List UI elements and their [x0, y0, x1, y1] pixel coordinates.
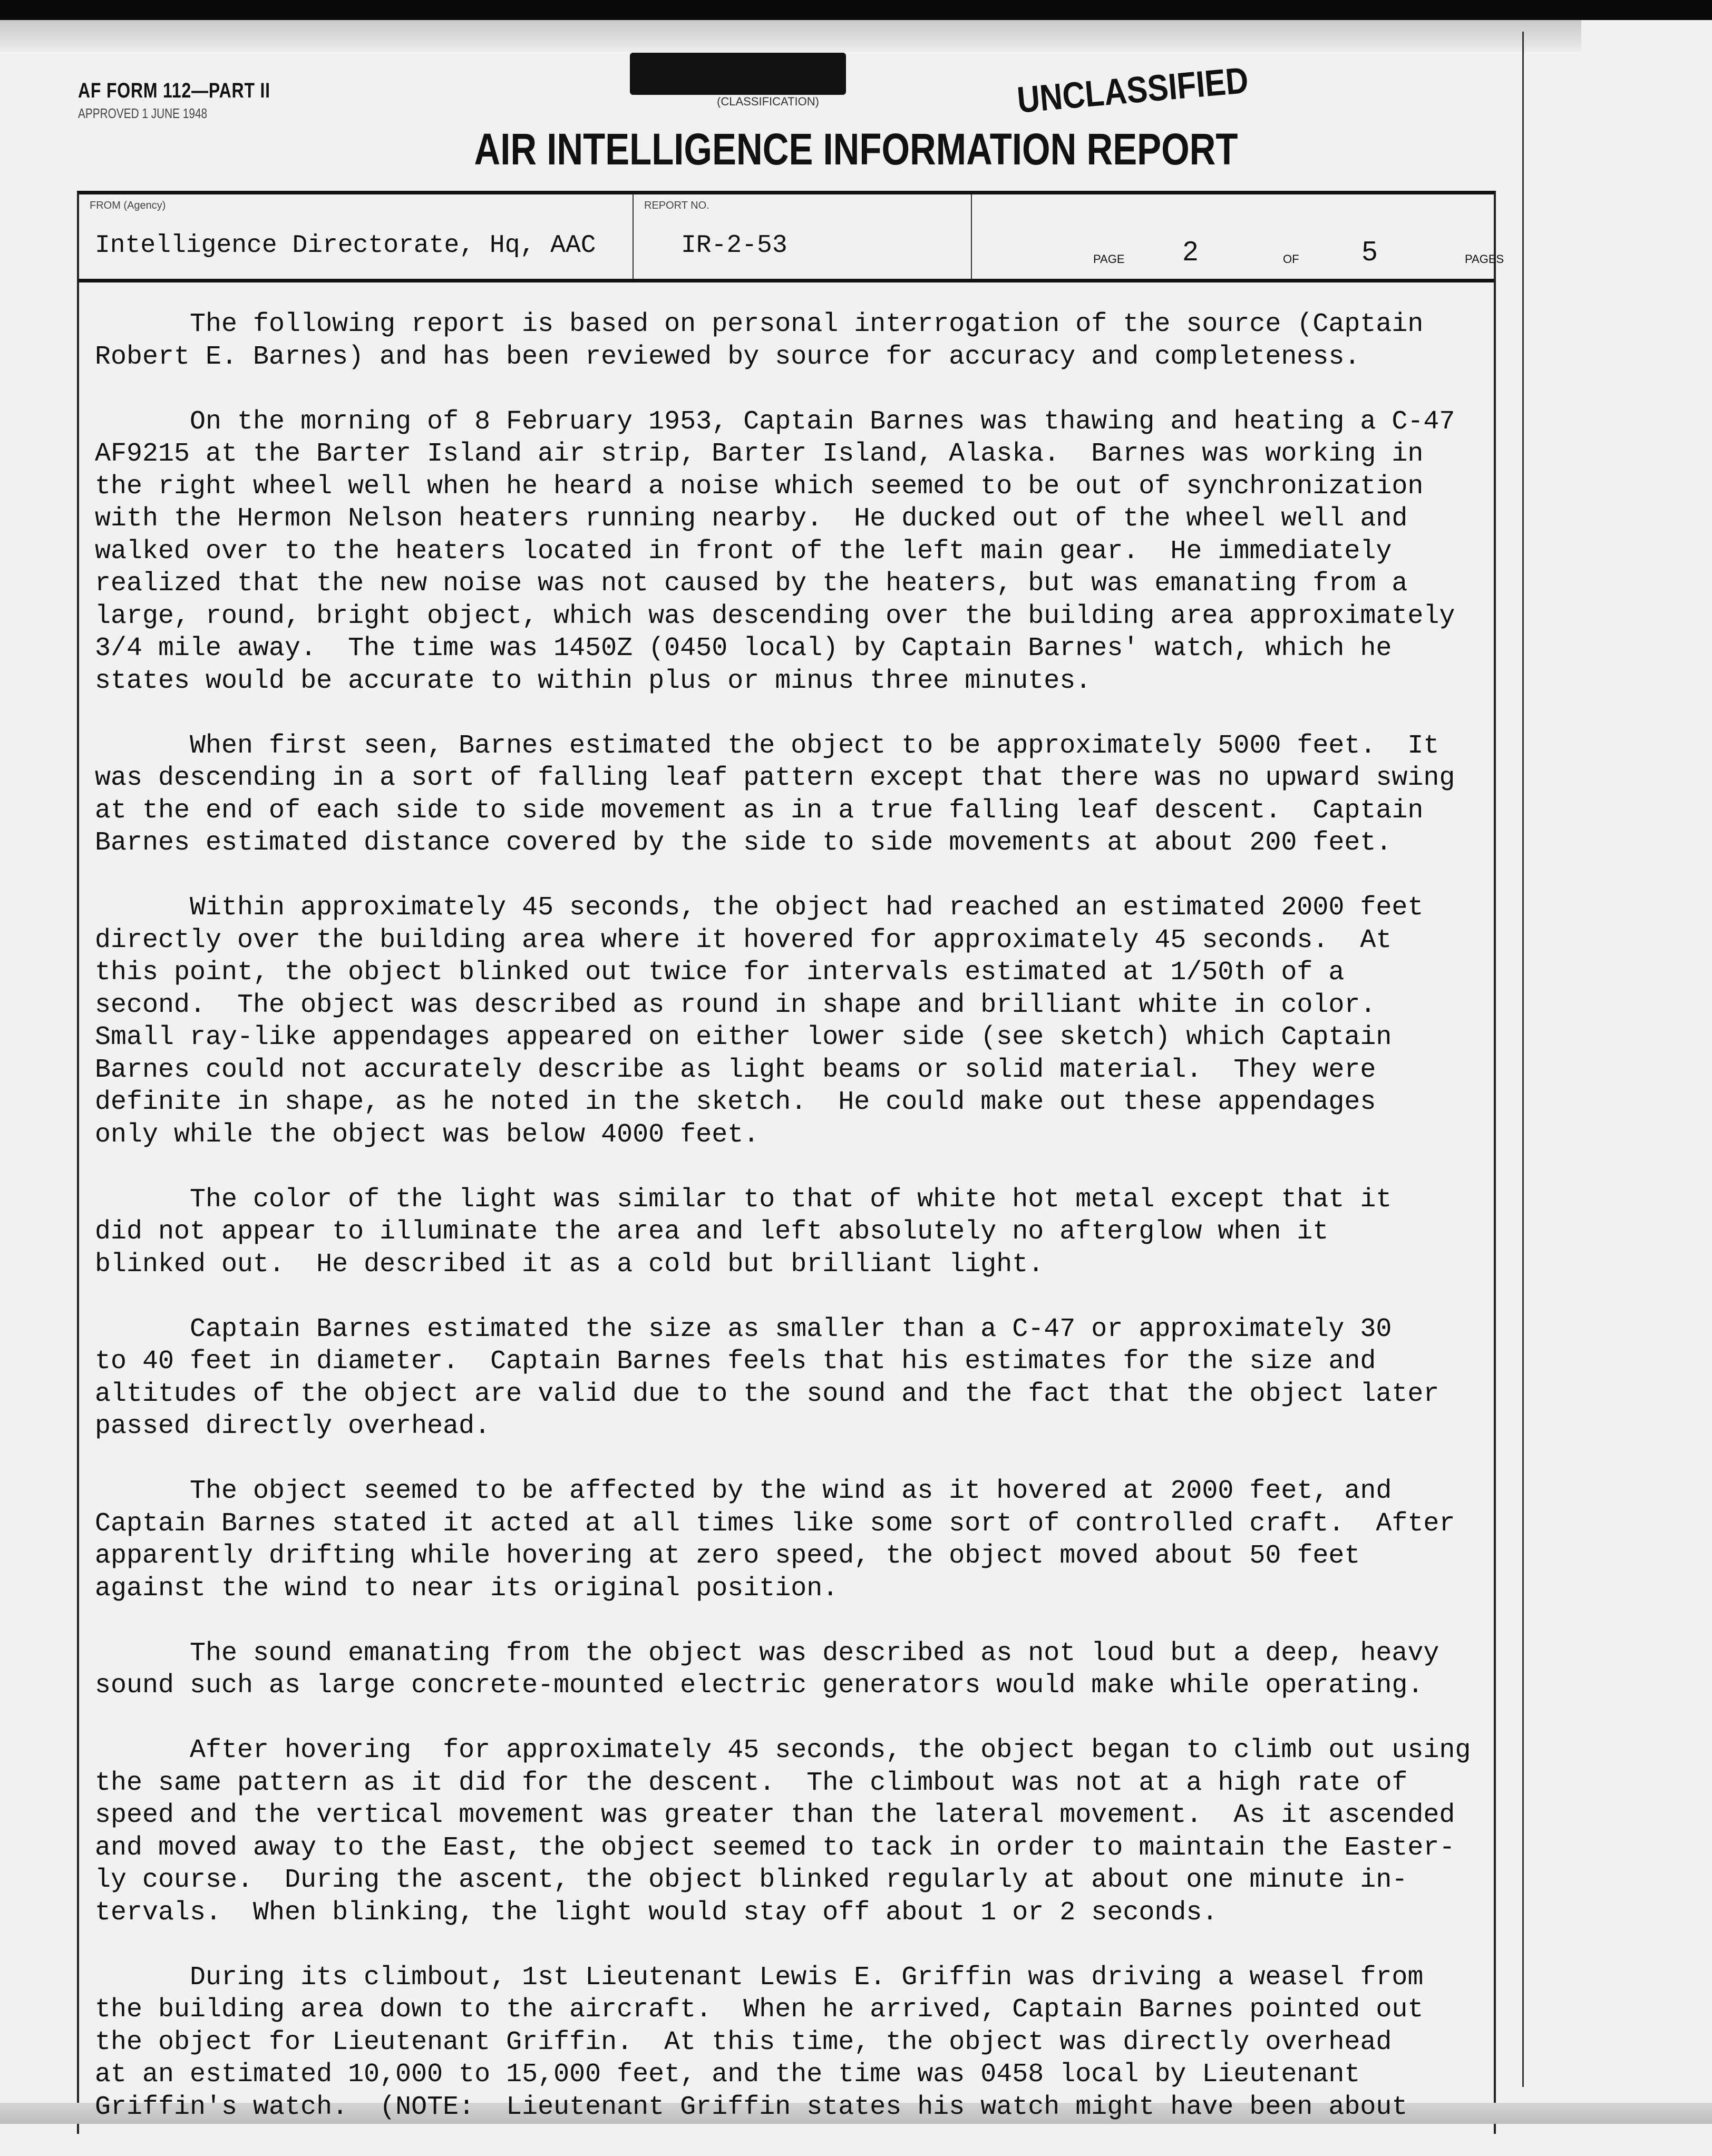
text-line: Captain Barnes estimated the size as smaller than a C-47 or approximately 30 — [95, 1314, 1392, 1344]
text-line: at an estimated 10,000 to 15,000 feet, and the time was 0458 local by Lieutenant — [95, 2060, 1360, 2090]
paragraph — [95, 1734, 1497, 1929]
classification-label: (CLASSIFICATION) — [717, 95, 819, 108]
paragraph — [95, 308, 1497, 373]
form-id: AF FORM 112—PART II — [78, 79, 270, 102]
text-line: Griffin's watch. (NOTE: Lieutenant Griffin states his watch might have been about — [95, 2092, 1408, 2122]
text-line: During its climbout, 1st Lieutenant Lewis E. Griffin was driving a weasel from — [95, 1962, 1424, 1993]
paragraph — [95, 892, 1497, 1151]
text-line: passed directly overhead. — [95, 1411, 491, 1441]
text-line: against the wind to near its original position. — [95, 1573, 839, 1604]
form-header — [79, 194, 1504, 282]
text-line: to 40 feet in diameter. Captain Barnes feels that his estimates for the size and — [95, 1347, 1376, 1377]
paragraph — [95, 1184, 1497, 1281]
page-number: 2 — [1183, 236, 1198, 267]
text-line: speed and the vertical movement was greater than the lateral movement. As it ascended — [95, 1800, 1455, 1830]
page-cell — [972, 194, 1504, 279]
scan-top-edge — [0, 0, 1712, 20]
text-line: states would be accurate to within plus or minus three minutes. — [95, 666, 1092, 696]
scan-shadow — [0, 20, 1581, 52]
report-body — [95, 308, 1497, 2156]
text-line: When first seen, Barnes estimated the object to be approximately 5000 feet. It — [95, 730, 1439, 761]
paragraph — [95, 1475, 1497, 1605]
page-label: PAGE — [1093, 252, 1125, 266]
report-number-cell — [634, 194, 972, 279]
text-line: sound such as large concrete-mounted electric generators would make while operating. — [95, 1671, 1424, 1701]
text-line: After hovering for approximately 45 seconds, the object began to climb out using — [95, 1735, 1471, 1765]
text-line: did not appear to illuminate the area and left absolutely no afterglow when it — [95, 1217, 1329, 1247]
text-line: Barnes estimated distance covered by the side to side movements at about 200 feet. — [95, 828, 1392, 858]
text-line: Robert E. Barnes) and has been reviewed by source for accuracy and completeness. — [95, 342, 1360, 372]
text-line: with the Hermon Nelson heaters running nearby. He ducked out of the wheel well and — [95, 504, 1408, 534]
of-label: OF — [1283, 252, 1299, 266]
redacted-classification — [630, 53, 846, 95]
text-line: and moved away to the East, the object seemed to tack in order to maintain the Easter- — [95, 1832, 1455, 1863]
text-line: Barnes could not accurately describe as light beams or solid material. They were — [95, 1055, 1376, 1085]
paragraph — [95, 1313, 1497, 1443]
unclassified-stamp: UNCLASSIFIED — [1015, 59, 1250, 121]
text-line: the object for Lieutenant Griffin. At this time, the object was directly overhead — [95, 2027, 1392, 2057]
text-line: large, round, bright object, which was descending over the building area approximately — [95, 601, 1455, 631]
text-line: ly course. During the ascent, the object blinked regularly at about one minute in- — [95, 1865, 1408, 1895]
paragraph — [95, 1962, 1497, 2124]
pages-label: PAGES — [1465, 252, 1504, 266]
text-line: this point, the object blinked out twice for intervals estimated at 1/50th of a — [95, 958, 1345, 988]
text-line: apparently drifting while hovering at zero speed, the object moved about 50 feet — [95, 1541, 1360, 1571]
report-title: AIR INTELLIGENCE INFORMATION REPORT — [474, 124, 1238, 174]
text-line: at the end of each side to side movement as in a true falling leaf descent. Captain — [95, 795, 1424, 826]
paragraph — [95, 730, 1497, 860]
text-line: The sound emanating from the object was described as not loud but a deep, heavy — [95, 1638, 1439, 1669]
text-line: blinked out. He described it as a cold but brilliant light. — [95, 1249, 1044, 1280]
text-line: second. The object was described as round in shape and brilliant white in color. — [95, 990, 1376, 1020]
text-line: tervals. When blinking, the light would stay off about 1 or 2 seconds. — [95, 1897, 1218, 1928]
paragraph — [95, 406, 1497, 698]
text-line: realized that the new noise was not caused by the heaters, but was emanating from a — [95, 569, 1408, 599]
page-edge-line — [1522, 32, 1524, 2087]
text-line: Within approximately 45 seconds, the object had reached an estimated 2000 feet — [95, 893, 1424, 923]
text-line: the same pattern as it did for the descent. The climbout was not at a high rate of — [95, 1768, 1408, 1798]
report-number-label: REPORT NO. — [644, 200, 709, 211]
text-line: The color of the light was similar to that of white hot metal except that it — [95, 1184, 1392, 1215]
text-line: walked over to the heaters located in front of the left main gear. He immediately — [95, 536, 1392, 567]
text-line: was descending in a sort of falling leaf pattern except that there was no upward swing — [95, 763, 1455, 793]
from-value: Intelligence Directorate, Hq, AAC — [95, 231, 596, 260]
report-number-value: IR-2-53 — [681, 231, 787, 260]
text-line: AF9215 at the Barter Island air strip, Barter Island, Alaska. Barnes was working in — [95, 439, 1424, 469]
text-line: 3/4 mile away. The time was 1450Z (0450 local) by Captain Barnes' watch, which he — [95, 633, 1392, 664]
text-line: Small ray-like appendages appeared on either lower side (see sketch) which Captain — [95, 1022, 1392, 1052]
text-line: Captain Barnes stated it acted at all times like some sort of controlled craft. After — [95, 1508, 1455, 1539]
from-cell — [79, 194, 634, 279]
text-line: the right wheel well when he heard a noise which seemed to be out of synchronization — [95, 471, 1424, 502]
text-line: On the morning of 8 February 1953, Captain Barnes was thawing and heating a C-47 — [95, 406, 1455, 437]
text-line: altitudes of the object are valid due to the sound and the fact that the object later — [95, 1379, 1439, 1409]
text-line: The object seemed to be affected by the wind as it hovered at 2000 feet, and — [95, 1476, 1392, 1506]
text-line: directly over the building area where it hovered for approximately 45 seconds. At — [95, 925, 1392, 955]
text-line: the building area down to the aircraft. When he arrived, Captain Barnes pointed out — [95, 1995, 1424, 2025]
text-line: definite in shape, as he noted in the sketch. He could make out these appendages — [95, 1087, 1376, 1117]
text-line: only while the object was below 4000 feet. — [95, 1119, 760, 1150]
from-label: FROM (Agency) — [90, 200, 166, 211]
form-approved-date: APPROVED 1 JUNE 1948 — [78, 105, 208, 121]
text-line: The following report is based on personal interrogation of the source (Captain — [95, 309, 1424, 339]
paragraph — [95, 1637, 1497, 1702]
total-pages: 5 — [1362, 236, 1377, 267]
